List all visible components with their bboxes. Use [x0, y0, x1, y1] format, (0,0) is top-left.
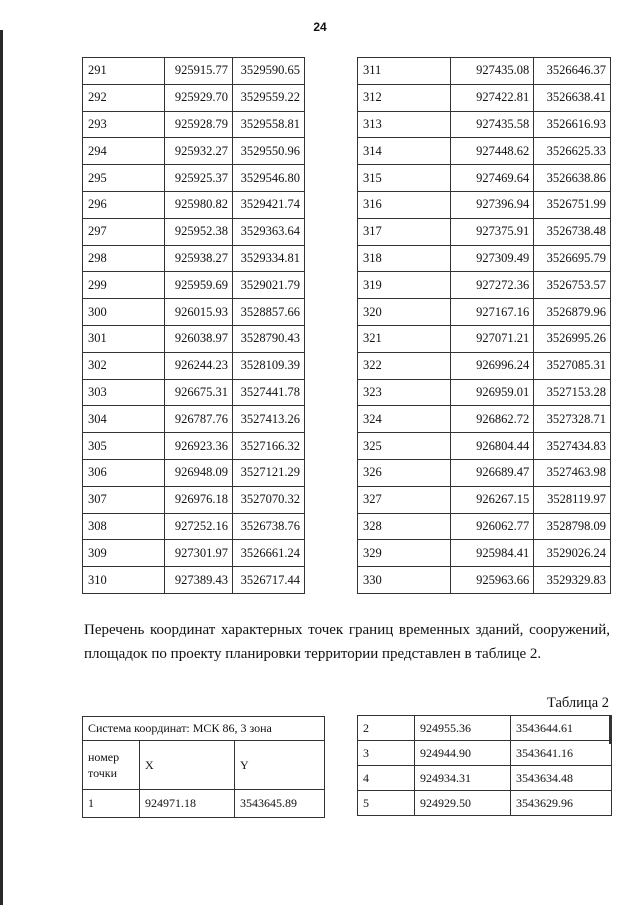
table2-right	[357, 715, 612, 816]
table-row	[358, 272, 611, 299]
coord-y: 3526638.86	[534, 165, 611, 192]
coord-x: 927389.43	[165, 567, 233, 594]
coord-x: 926244.23	[165, 352, 233, 379]
table-row	[358, 716, 612, 741]
point-number: 300	[83, 299, 165, 326]
table-row	[83, 486, 305, 513]
table-row	[83, 379, 305, 406]
coord-x: 926015.93	[165, 299, 233, 326]
coord-x: 925929.70	[165, 84, 233, 111]
coord-x: 926267.15	[450, 486, 533, 513]
coord-y: 3528790.43	[233, 325, 305, 352]
coord-x: 926689.47	[450, 459, 533, 486]
table-row	[358, 791, 612, 816]
coord-y: 3526751.99	[534, 191, 611, 218]
coord-y: 3529550.96	[233, 138, 305, 165]
coord-y: 3527166.32	[233, 433, 305, 460]
coord-y: 3526738.48	[534, 218, 611, 245]
coord-x: 924944.90	[415, 741, 511, 766]
point-number: 319	[358, 272, 451, 299]
coord-x: 925952.38	[165, 218, 233, 245]
table-row	[83, 433, 305, 460]
table-row	[358, 245, 611, 272]
coord-x: 926959.01	[450, 379, 533, 406]
coord-x: 926862.72	[450, 406, 533, 433]
table-row	[358, 352, 611, 379]
coord-x: 926948.09	[165, 459, 233, 486]
point-number: 320	[358, 299, 451, 326]
coord-x: 927422.81	[450, 84, 533, 111]
table-row	[358, 84, 611, 111]
coord-y: 3527070.32	[233, 486, 305, 513]
coord-x: 926804.44	[450, 433, 533, 460]
point-number: 304	[83, 406, 165, 433]
point-number: 5	[358, 791, 415, 816]
point-number: 309	[83, 540, 165, 567]
table-row	[358, 540, 611, 567]
table-row	[83, 272, 305, 299]
point-number: 325	[358, 433, 451, 460]
point-number: 329	[358, 540, 451, 567]
table-row	[83, 352, 305, 379]
point-number: 314	[358, 138, 451, 165]
coord-y: 3527121.29	[233, 459, 305, 486]
point-number: 315	[358, 165, 451, 192]
table-row	[358, 299, 611, 326]
coord-x: 927435.08	[450, 58, 533, 85]
point-number: 312	[358, 84, 451, 111]
table-row	[83, 790, 325, 818]
point-number: 313	[358, 111, 451, 138]
table-row	[83, 245, 305, 272]
coord-y: 3526995.26	[534, 325, 611, 352]
table-row	[83, 513, 305, 540]
point-number: 306	[83, 459, 165, 486]
table-row	[358, 433, 611, 460]
header-x: X	[140, 741, 235, 790]
coord-x: 926923.36	[165, 433, 233, 460]
coord-y: 3526753.57	[534, 272, 611, 299]
coord-y: 3527153.28	[534, 379, 611, 406]
coord-x: 927435.58	[450, 111, 533, 138]
point-number: 307	[83, 486, 165, 513]
coord-x: 927309.49	[450, 245, 533, 272]
coord-y: 3529559.22	[233, 84, 305, 111]
point-number: 316	[358, 191, 451, 218]
table-row	[83, 406, 305, 433]
point-number: 291	[83, 58, 165, 85]
table-row	[358, 111, 611, 138]
coord-y: 3528119.97	[534, 486, 611, 513]
coord-x: 927167.16	[450, 299, 533, 326]
coord-y: 3526638.41	[534, 84, 611, 111]
coord-y: 3543645.89	[235, 790, 325, 818]
coord-y: 3527434.83	[534, 433, 611, 460]
coord-x: 924955.36	[415, 716, 511, 741]
coord-y: 3526661.24	[233, 540, 305, 567]
coord-x: 926787.76	[165, 406, 233, 433]
table2-header-row	[83, 741, 325, 790]
coord-x: 927071.21	[450, 325, 533, 352]
table-row	[358, 165, 611, 192]
coord-y: 3529363.64	[233, 218, 305, 245]
table-row	[83, 111, 305, 138]
coord-y: 3529546.80	[233, 165, 305, 192]
point-number: 324	[358, 406, 451, 433]
point-number: 330	[358, 567, 451, 594]
table2-left	[82, 716, 325, 818]
table-row	[83, 218, 305, 245]
table-row	[358, 138, 611, 165]
point-number: 310	[83, 567, 165, 594]
point-number: 293	[83, 111, 165, 138]
point-number: 299	[83, 272, 165, 299]
point-number: 311	[358, 58, 451, 85]
coordinate-system-label: Система координат: МСК 86, 3 зона	[83, 717, 325, 741]
coord-y: 3528798.09	[534, 513, 611, 540]
coord-y: 3526879.96	[534, 299, 611, 326]
table-row	[83, 325, 305, 352]
point-number: 301	[83, 325, 165, 352]
coord-y: 3529026.24	[534, 540, 611, 567]
table-row	[358, 218, 611, 245]
point-number: 292	[83, 84, 165, 111]
header-y: Y	[235, 741, 325, 790]
table-edge-mark	[609, 716, 612, 744]
table-row	[83, 540, 305, 567]
coord-x: 925932.27	[165, 138, 233, 165]
table-row	[358, 766, 612, 791]
coord-y: 3543634.48	[511, 766, 612, 791]
table-row	[83, 459, 305, 486]
coord-x: 925925.37	[165, 165, 233, 192]
table-caption: Таблица 2	[546, 695, 609, 711]
coord-x: 924971.18	[140, 790, 235, 818]
table-row	[83, 191, 305, 218]
coord-y: 3527328.71	[534, 406, 611, 433]
coord-x: 924934.31	[415, 766, 511, 791]
coord-y: 3527413.26	[233, 406, 305, 433]
coord-y: 3529021.79	[233, 272, 305, 299]
coord-x: 927448.62	[450, 138, 533, 165]
coord-x: 925984.41	[450, 540, 533, 567]
coord-x: 926996.24	[450, 352, 533, 379]
table-row	[358, 325, 611, 352]
point-number: 327	[358, 486, 451, 513]
coord-x: 927396.94	[450, 191, 533, 218]
table2-system-row	[83, 717, 325, 741]
coordinates-table-right	[357, 57, 611, 594]
table-row	[83, 138, 305, 165]
coord-x: 925915.77	[165, 58, 233, 85]
coord-y: 3528109.39	[233, 352, 305, 379]
coord-y: 3529421.74	[233, 191, 305, 218]
coord-x: 926062.77	[450, 513, 533, 540]
intro-paragraph: Перечень координат характерных точек границ временных зданий, сооружений, площадок по проекту планировки территории представлен в таблице 2.	[84, 622, 610, 662]
point-number: 317	[358, 218, 451, 245]
coord-x: 925963.66	[450, 567, 533, 594]
coord-x: 927375.91	[450, 218, 533, 245]
coord-y: 3527463.98	[534, 459, 611, 486]
table-row	[358, 191, 611, 218]
coord-x: 926675.31	[165, 379, 233, 406]
point-number: 321	[358, 325, 451, 352]
table-row	[83, 567, 305, 594]
table-row	[358, 741, 612, 766]
coord-y: 3526738.76	[233, 513, 305, 540]
coord-y: 3529558.81	[233, 111, 305, 138]
point-number: 326	[358, 459, 451, 486]
coord-x: 926976.18	[165, 486, 233, 513]
coord-y: 3526625.33	[534, 138, 611, 165]
point-number: 295	[83, 165, 165, 192]
coord-x: 927469.64	[450, 165, 533, 192]
coord-y: 3543644.61	[511, 716, 612, 741]
header-point-number: номер точки	[83, 741, 140, 790]
table-row	[358, 406, 611, 433]
point-number: 322	[358, 352, 451, 379]
table-row	[358, 513, 611, 540]
table-row	[83, 58, 305, 85]
point-number: 323	[358, 379, 451, 406]
point-number: 2	[358, 716, 415, 741]
point-number: 328	[358, 513, 451, 540]
coord-y: 3526695.79	[534, 245, 611, 272]
point-number: 298	[83, 245, 165, 272]
coord-y: 3529329.83	[534, 567, 611, 594]
point-number: 318	[358, 245, 451, 272]
coord-y: 3529590.65	[233, 58, 305, 85]
coord-y: 3529334.81	[233, 245, 305, 272]
coord-x: 925938.27	[165, 245, 233, 272]
table-row	[358, 58, 611, 85]
table-row	[358, 486, 611, 513]
coord-y: 3543629.96	[511, 791, 612, 816]
coord-x: 925959.69	[165, 272, 233, 299]
point-number: 297	[83, 218, 165, 245]
point-number: 296	[83, 191, 165, 218]
coord-y: 3526616.93	[534, 111, 611, 138]
table-row	[358, 459, 611, 486]
coordinates-table-left	[82, 57, 305, 594]
scan-edge-line	[0, 30, 3, 905]
coord-y: 3526646.37	[534, 58, 611, 85]
table-row	[83, 299, 305, 326]
point-number: 4	[358, 766, 415, 791]
table-row	[83, 84, 305, 111]
point-number: 303	[83, 379, 165, 406]
point-number: 294	[83, 138, 165, 165]
coord-x: 925928.79	[165, 111, 233, 138]
coord-x: 927301.97	[165, 540, 233, 567]
coord-x: 927252.16	[165, 513, 233, 540]
page-number: 24	[313, 20, 327, 34]
coord-x: 927272.36	[450, 272, 533, 299]
point-number: 3	[358, 741, 415, 766]
coord-x: 925980.82	[165, 191, 233, 218]
point-number: 302	[83, 352, 165, 379]
coord-y: 3527085.31	[534, 352, 611, 379]
point-number: 1	[83, 790, 140, 818]
point-number: 308	[83, 513, 165, 540]
coord-y: 3543641.16	[511, 741, 612, 766]
table-row	[358, 379, 611, 406]
table-row	[358, 567, 611, 594]
coord-x: 924929.50	[415, 791, 511, 816]
coord-x: 926038.97	[165, 325, 233, 352]
coord-y: 3527441.78	[233, 379, 305, 406]
coord-y: 3528857.66	[233, 299, 305, 326]
point-number: 305	[83, 433, 165, 460]
table-row	[83, 165, 305, 192]
coord-y: 3526717.44	[233, 567, 305, 594]
